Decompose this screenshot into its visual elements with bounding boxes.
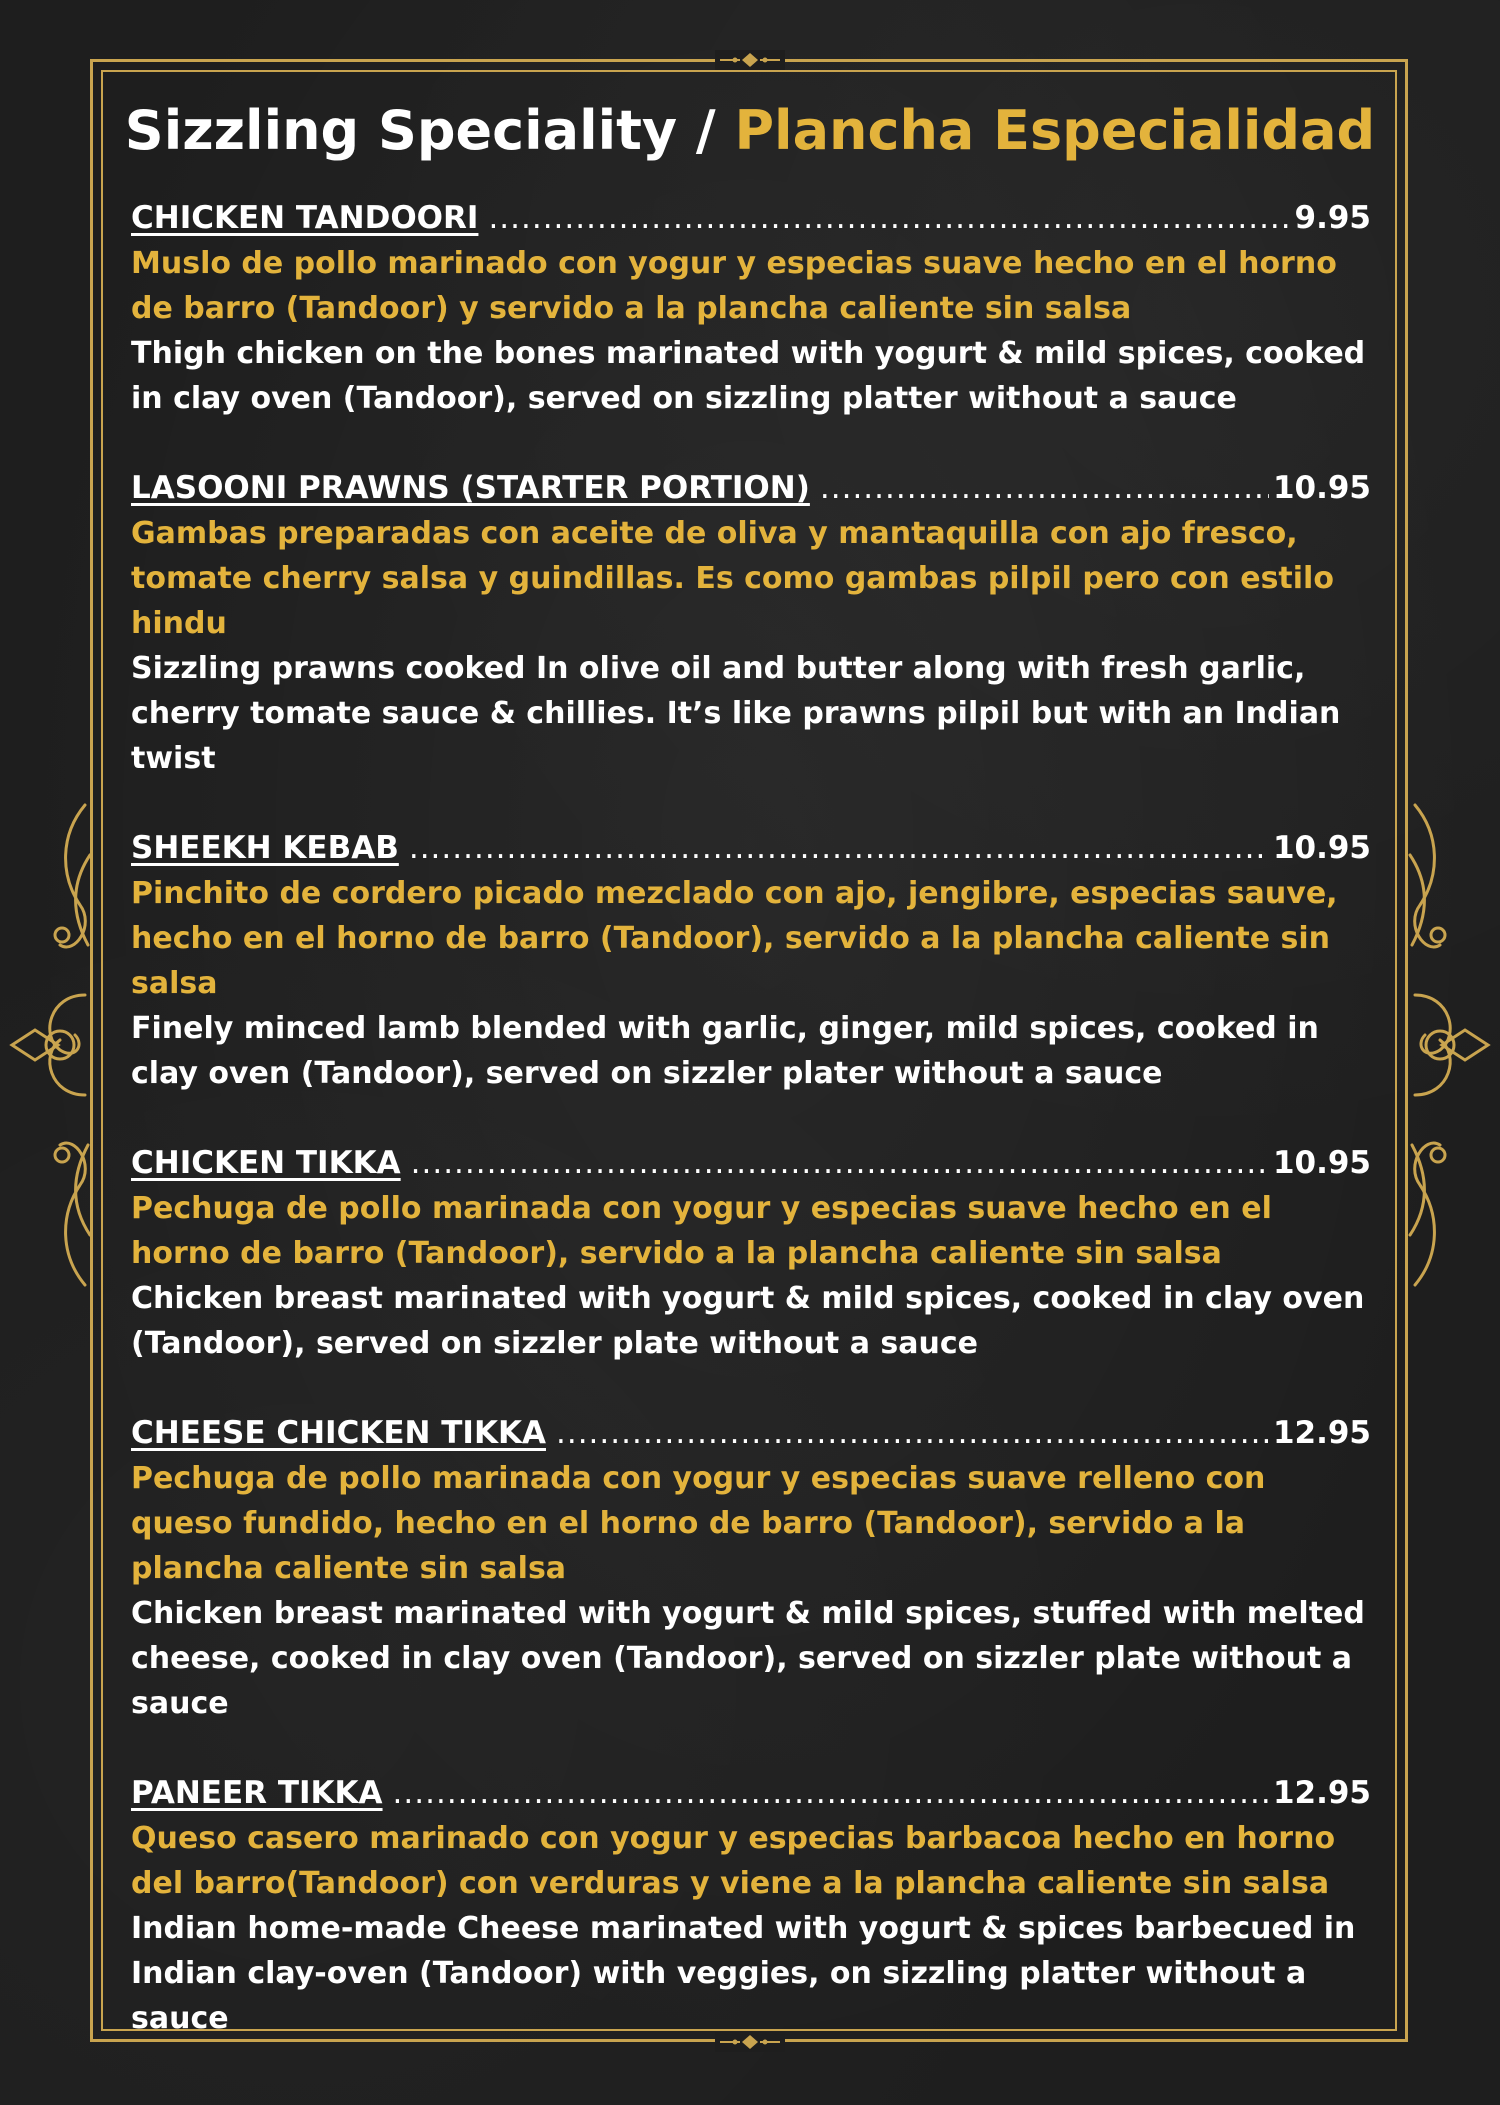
menu-item-description-english: Sizzling prawns cooked In olive oil and butter along with fresh garlic, cherry tomate sauce & chillies. It’s like prawns pilpil but with an Indian twist [131,651,1341,776]
menu-item-price: 12.95 [1272,1415,1371,1451]
menu-item-header [131,196,1371,241]
menu-item-name: CHEESE CHICKEN TIKKA [131,1415,546,1451]
menu-item-description-spanish: Muslo de pollo marinado con yogur y especias suave hecho en el horno de barro (Tandoor) y servido a la plancha caliente sin salsa [131,246,1337,326]
menu-item-paneer-tikka [131,1771,1371,2041]
menu-item-price: 10.95 [1272,830,1371,866]
dot-leader [411,1141,1269,1186]
right-flourish-icon [1400,795,1500,1295]
menu-item-description-english: Indian home-made Cheese marinated with yogurt & spices barbecued in Indian clay-oven (Tandoor) with veggies, on sizzling platter without a sauce [131,1911,1356,2036]
menu-item-chicken-tandoori [131,196,1371,421]
menu-item-description-english: Thigh chicken on the bones marinated with yogurt & mild spices, cooked in clay oven (Tandoor), served on sizzling platter without a sauce [131,336,1366,416]
menu-item-header [131,1141,1371,1186]
menu-item-sheekh-kebab [131,826,1371,1096]
menu-list [131,196,1371,2086]
menu-item-header [131,466,1371,511]
title-spanish: Plancha Especialidad [734,99,1376,162]
menu-item-description-spanish: Pechuga de pollo marinada con yogur y especias suave hecho en el horno de barro (Tandoor), servido a la plancha caliente sin salsa [131,1191,1272,1271]
top-ornament-icon [715,50,785,70]
menu-item-description-spanish: Pechuga de pollo marinada con yogur y especias suave relleno con queso fundido, hecho en el horno de barro (Tandoor), servido a la plancha caliente sin salsa [131,1461,1266,1586]
menu-item-price: 9.95 [1294,200,1371,236]
menu-item-price: 12.95 [1272,1775,1371,1811]
menu-item-name: CHICKEN TANDOORI [131,200,479,236]
menu-item-name: LASOONI PRAWNS (STARTER PORTION) [131,470,810,506]
dot-leader [393,1771,1269,1816]
dot-leader [409,826,1269,871]
title-english: Sizzling Speciality / [124,99,716,162]
menu-item-description-spanish: Pinchito de cordero picado mezclado con ajo, jengibre, especias sauve, hecho en el horno de barro (Tandoor), servido a la plancha caliente sin salsa [131,876,1338,1001]
menu-item-price: 10.95 [1272,1145,1371,1181]
menu-item-name: CHICKEN TIKKA [131,1145,401,1181]
menu-item-header [131,826,1371,871]
menu-item-header [131,1771,1371,1816]
menu-item-header [131,1411,1371,1456]
menu-item-chicken-tikka [131,1141,1371,1366]
menu-item-name: SHEEKH KEBAB [131,830,399,866]
dot-leader [488,196,1290,241]
dot-leader [556,1411,1269,1456]
menu-item-lasooni-prawns [131,466,1371,781]
menu-item-price: 10.95 [1272,470,1371,506]
menu-item-name: PANEER TIKKA [131,1775,383,1811]
menu-item-description-spanish: Queso casero marinado con yogur y especias barbacoa hecho en horno del barro(Tandoor) con verduras y viene a la plancha caliente sin salsa [131,1821,1336,1901]
menu-item-description-english: Finely minced lamb blended with garlic, ginger, mild spices, cooked in clay oven (Tandoor), served on sizzler plater without a sauce [131,1011,1319,1091]
menu-item-cheese-chicken-tikka [131,1411,1371,1726]
dot-leader [820,466,1269,511]
menu-item-description-english: Chicken breast marinated with yogurt & mild spices, stuffed with melted cheese, cooked in clay oven (Tandoor), served on sizzler plate without a sauce [131,1596,1365,1721]
left-flourish-icon [0,795,100,1295]
menu-item-description-english: Chicken breast marinated with yogurt & mild spices, cooked in clay oven (Tandoor), served on sizzler plate without a sauce [131,1281,1365,1361]
page-title [0,96,1500,166]
menu-item-description-spanish: Gambas preparadas con aceite de oliva y mantaquilla con ajo fresco, tomate cherry salsa y guindillas. Es como gambas pilpil pero con estilo hindu [131,516,1334,641]
